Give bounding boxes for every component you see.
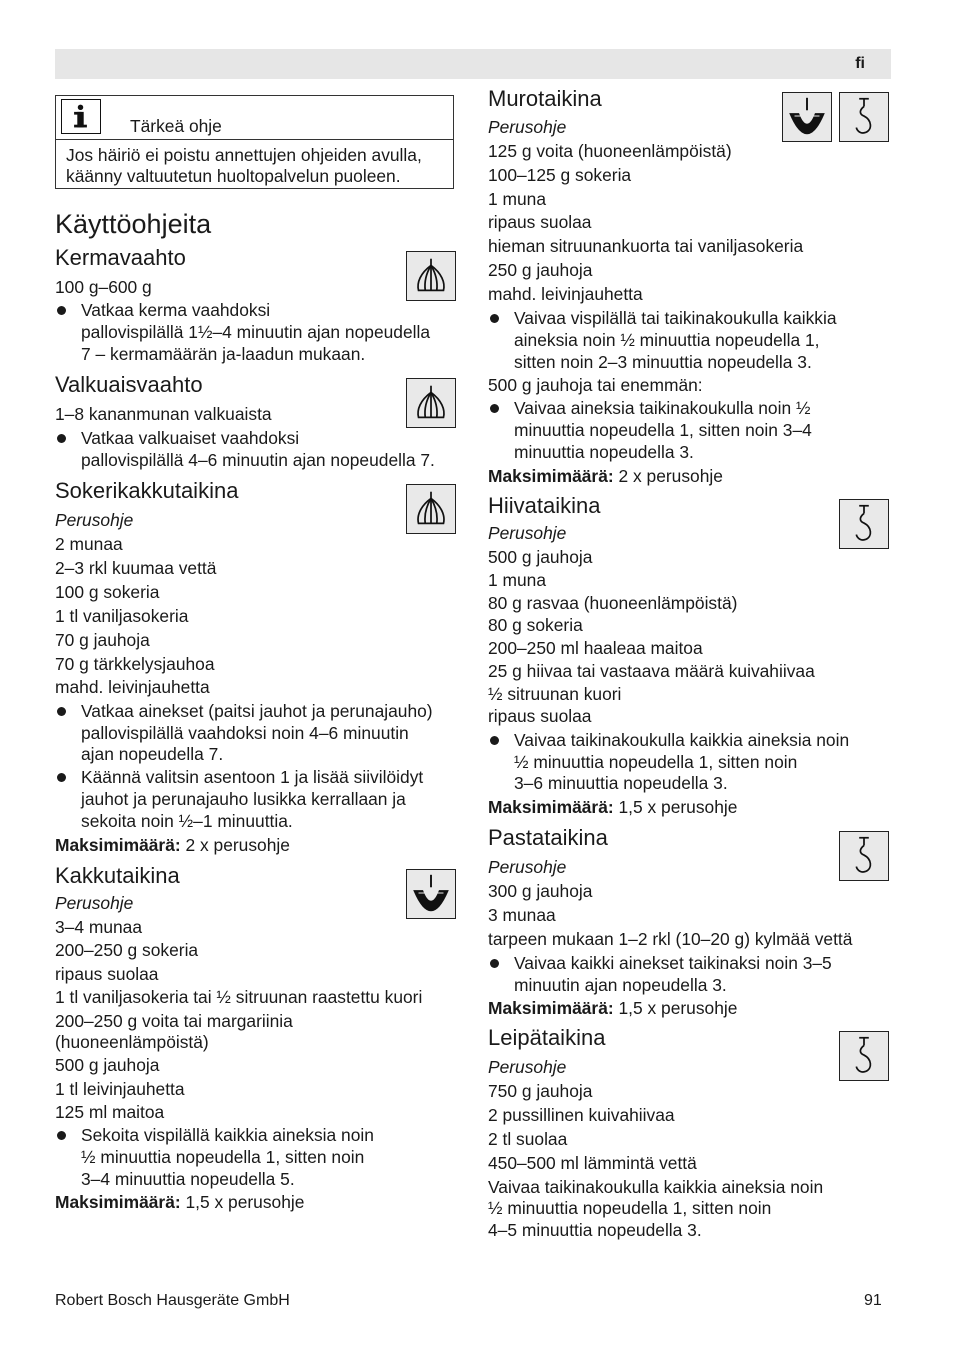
ingredient: 200–250 g voita tai margariinia — [55, 1011, 293, 1031]
ingredient: ripaus suolaa — [55, 964, 159, 984]
stirrer-icon — [406, 869, 456, 919]
ingredient: ripaus suolaa — [488, 706, 592, 726]
ingredient: 1 tl vaniljasokeria tai ½ sitruunan raastettu kuori — [55, 987, 423, 1007]
instruction-line: pallovispilällä 4–6 minuutin ajan nopeudella 7. — [81, 450, 435, 470]
whisk-icon — [406, 484, 456, 534]
instruction-line: sitten noin 2–3 minuuttia nopeudella 3. — [514, 352, 812, 372]
note-title: Tärkeä ohje — [130, 116, 222, 136]
ingredient: 200–250 g sokeria — [55, 940, 199, 960]
ingredient: 500 g jauhoja tai enemmän: — [488, 375, 703, 395]
ingredient: 2 tl suolaa — [488, 1129, 568, 1149]
ingredient: hieman sitruunankuorta tai vaniljasokeria — [488, 236, 804, 256]
ingredient: 1 muna — [488, 570, 547, 590]
recipe-title: Kermavaahto — [55, 245, 186, 270]
ingredient: 100 g sokeria — [55, 582, 160, 602]
section-title: Käyttöohjeita — [55, 209, 212, 239]
ingredient: mahd. leivinjauhetta — [55, 677, 210, 697]
ingredient: 70 g jauhoja — [55, 630, 150, 650]
ingredient: 1 muna — [488, 189, 547, 209]
instruction-line: jauhot ja perunajauho lusikka kerrallaan ja — [81, 789, 406, 809]
footer-company: Robert Bosch Hausgeräte GmbH — [55, 1292, 290, 1309]
instruction-line: minuuttia nopeudella 1, sitten noin 3–4 — [514, 420, 812, 440]
ingredient: 80 g rasvaa (huoneenlämpöistä) — [488, 593, 738, 613]
bullet — [490, 314, 499, 323]
ingredient: ripaus suolaa — [488, 212, 592, 232]
info-icon — [61, 99, 101, 134]
ingredient: 25 g hiivaa tai vastaava määrä kuivahiivaa — [488, 661, 815, 681]
recipe-title: Murotaikina — [488, 86, 602, 111]
ingredient: 80 g sokeria — [488, 615, 583, 635]
language-bar — [55, 49, 891, 79]
instruction-line: Vatkaa kerma vaahdoksi — [81, 300, 271, 320]
ingredient: (huoneenlämpöistä) — [55, 1032, 209, 1052]
ingredient: 1 tl leivinjauhetta — [55, 1079, 185, 1099]
recipe-title: Leipätaikina — [488, 1025, 606, 1050]
instruction-line: 3–4 minuuttia nopeudella 5. — [81, 1169, 295, 1189]
ingredient: 2 munaa — [55, 534, 123, 554]
ingredient: 1–8 kananmunan valkuaista — [55, 404, 272, 424]
ingredient: 450–500 ml lämmintä vettä — [488, 1153, 697, 1173]
max-amount: Maksimimäärä: 1,5 x perusohje — [488, 797, 738, 817]
basic-recipe-label: Perusohje — [55, 893, 134, 913]
ingredient: 100 g–600 g — [55, 277, 152, 297]
ingredient: ½ sitruunan kuori — [488, 684, 622, 704]
important-note-box — [55, 95, 454, 189]
basic-recipe-label: Perusohje — [488, 523, 567, 543]
bullet — [57, 306, 66, 315]
whisk-icon — [406, 251, 456, 301]
basic-recipe-label: Perusohje — [488, 117, 567, 137]
instruction-line: ½ minuuttia nopeudella 1, sitten noin — [514, 752, 798, 772]
recipe-title: Hiivataikina — [488, 493, 601, 518]
instruction-line: pallovispilällä 1½–4 minuutin ajan nopeudella — [81, 322, 431, 342]
ingredient: 3–4 munaa — [55, 917, 143, 937]
ingredient: 100–125 g sokeria — [488, 165, 632, 185]
instruction-line: 4–5 minuuttia nopeudella 3. — [488, 1220, 702, 1240]
instruction-line: Vaivaa taikinakoukulla kaikkia aineksia noin — [488, 1177, 824, 1197]
instruction-line: Vaivaa taikinakoukulla kaikkia aineksia noin — [514, 730, 850, 750]
ingredient: 250 g jauhoja — [488, 260, 593, 280]
dough-hook-icon — [839, 92, 889, 142]
stirrer-icon — [782, 92, 832, 142]
recipe-title: Pastataikina — [488, 825, 608, 850]
ingredient: 300 g jauhoja — [488, 881, 593, 901]
ingredient: 3 munaa — [488, 905, 556, 925]
instruction-line: minuutin ajan nopeudella 3. — [514, 975, 727, 995]
instruction-line: pallovispilällä vaahdoksi noin 4–6 minuutin — [81, 723, 409, 743]
max-amount: Maksimimäärä: 1,5 x perusohje — [488, 998, 738, 1018]
instruction-line: ½ minuuttia nopeudella 1, sitten noin — [488, 1198, 772, 1218]
basic-recipe-label: Perusohje — [488, 1057, 567, 1077]
instruction-line: Sekoita vispilällä kaikkia aineksia noin — [81, 1125, 374, 1145]
bullet — [490, 404, 499, 413]
page-number: 91 — [864, 1292, 882, 1309]
max-amount: Maksimimäärä: 1,5 x perusohje — [55, 1192, 305, 1212]
instruction-line: sekoita noin ½–1 minuuttia. — [81, 811, 293, 831]
instruction-line: aineksia noin ½ minuuttia nopeudella 1, — [514, 330, 820, 350]
dough-hook-icon — [839, 831, 889, 881]
ingredient: 500 g jauhoja — [55, 1055, 160, 1075]
instruction-line: Vatkaa valkuaiset vaahdoksi — [81, 428, 300, 448]
ingredient: 500 g jauhoja — [488, 547, 593, 567]
ingredient: 125 ml maitoa — [55, 1102, 165, 1122]
instruction-line: Vaivaa kaikki ainekset taikinaksi noin 3–5 — [514, 953, 832, 973]
ingredient: 125 g voita (huoneenlämpöistä) — [488, 141, 732, 161]
bullet — [57, 773, 66, 782]
basic-recipe-label: Perusohje — [488, 857, 567, 877]
dough-hook-icon — [839, 499, 889, 549]
note-line: Jos häiriö ei poistu annettujen ohjeiden avulla, — [66, 145, 422, 165]
ingredient: 200–250 ml haaleaa maitoa — [488, 638, 703, 658]
instruction-line: ½ minuuttia nopeudella 1, sitten noin — [81, 1147, 365, 1167]
recipe-title: Valkuaisvaahto — [55, 372, 203, 397]
max-amount: Maksimimäärä: 2 x perusohje — [55, 835, 290, 855]
ingredient: 70 g tärkkelysjauhoa — [55, 654, 215, 674]
instruction-line: Käännä valitsin asentoon 1 ja lisää siivilöidyt — [81, 767, 424, 787]
instruction-line: ajan nopeudella 7. — [81, 744, 224, 764]
bullet — [490, 959, 499, 968]
bullet — [57, 1131, 66, 1140]
note-line: käänny valtuutetun huoltopalvelun puoleen. — [66, 166, 401, 186]
max-amount: Maksimimäärä: 2 x perusohje — [488, 466, 723, 486]
instruction-line: 7 – kermamäärän ja-laadun mukaan. — [81, 344, 366, 364]
ingredient: tarpeen mukaan 1–2 rkl (10–20 g) kylmää vettä — [488, 929, 853, 949]
ingredient: 2–3 rkl kuumaa vettä — [55, 558, 217, 578]
bullet — [57, 707, 66, 716]
ingredient: 1 tl vaniljasokeria — [55, 606, 189, 626]
instruction-line: Vaivaa aineksia taikinakoukulla noin ½ — [514, 398, 811, 418]
recipe-title: Kakkutaikina — [55, 863, 180, 888]
language-code: fi — [855, 55, 865, 72]
instruction-line: Vaivaa vispilällä tai taikinakoukulla kaikkia — [514, 308, 837, 328]
ingredient: mahd. leivinjauhetta — [488, 284, 643, 304]
recipe-title: Sokerikakkutaikina — [55, 478, 239, 503]
bullet — [490, 736, 499, 745]
instruction-line: 3–6 minuuttia nopeudella 3. — [514, 773, 728, 793]
instruction-line: Vatkaa ainekset (paitsi jauhot ja perunajauho) — [81, 701, 433, 721]
note-divider — [56, 139, 453, 140]
ingredient: 750 g jauhoja — [488, 1081, 593, 1101]
whisk-icon — [406, 378, 456, 428]
bullet — [57, 434, 66, 443]
ingredient: 2 pussillinen kuivahiivaa — [488, 1105, 675, 1125]
instruction-line: minuuttia nopeudella 3. — [514, 442, 694, 462]
dough-hook-icon — [839, 1031, 889, 1081]
basic-recipe-label: Perusohje — [55, 510, 134, 530]
